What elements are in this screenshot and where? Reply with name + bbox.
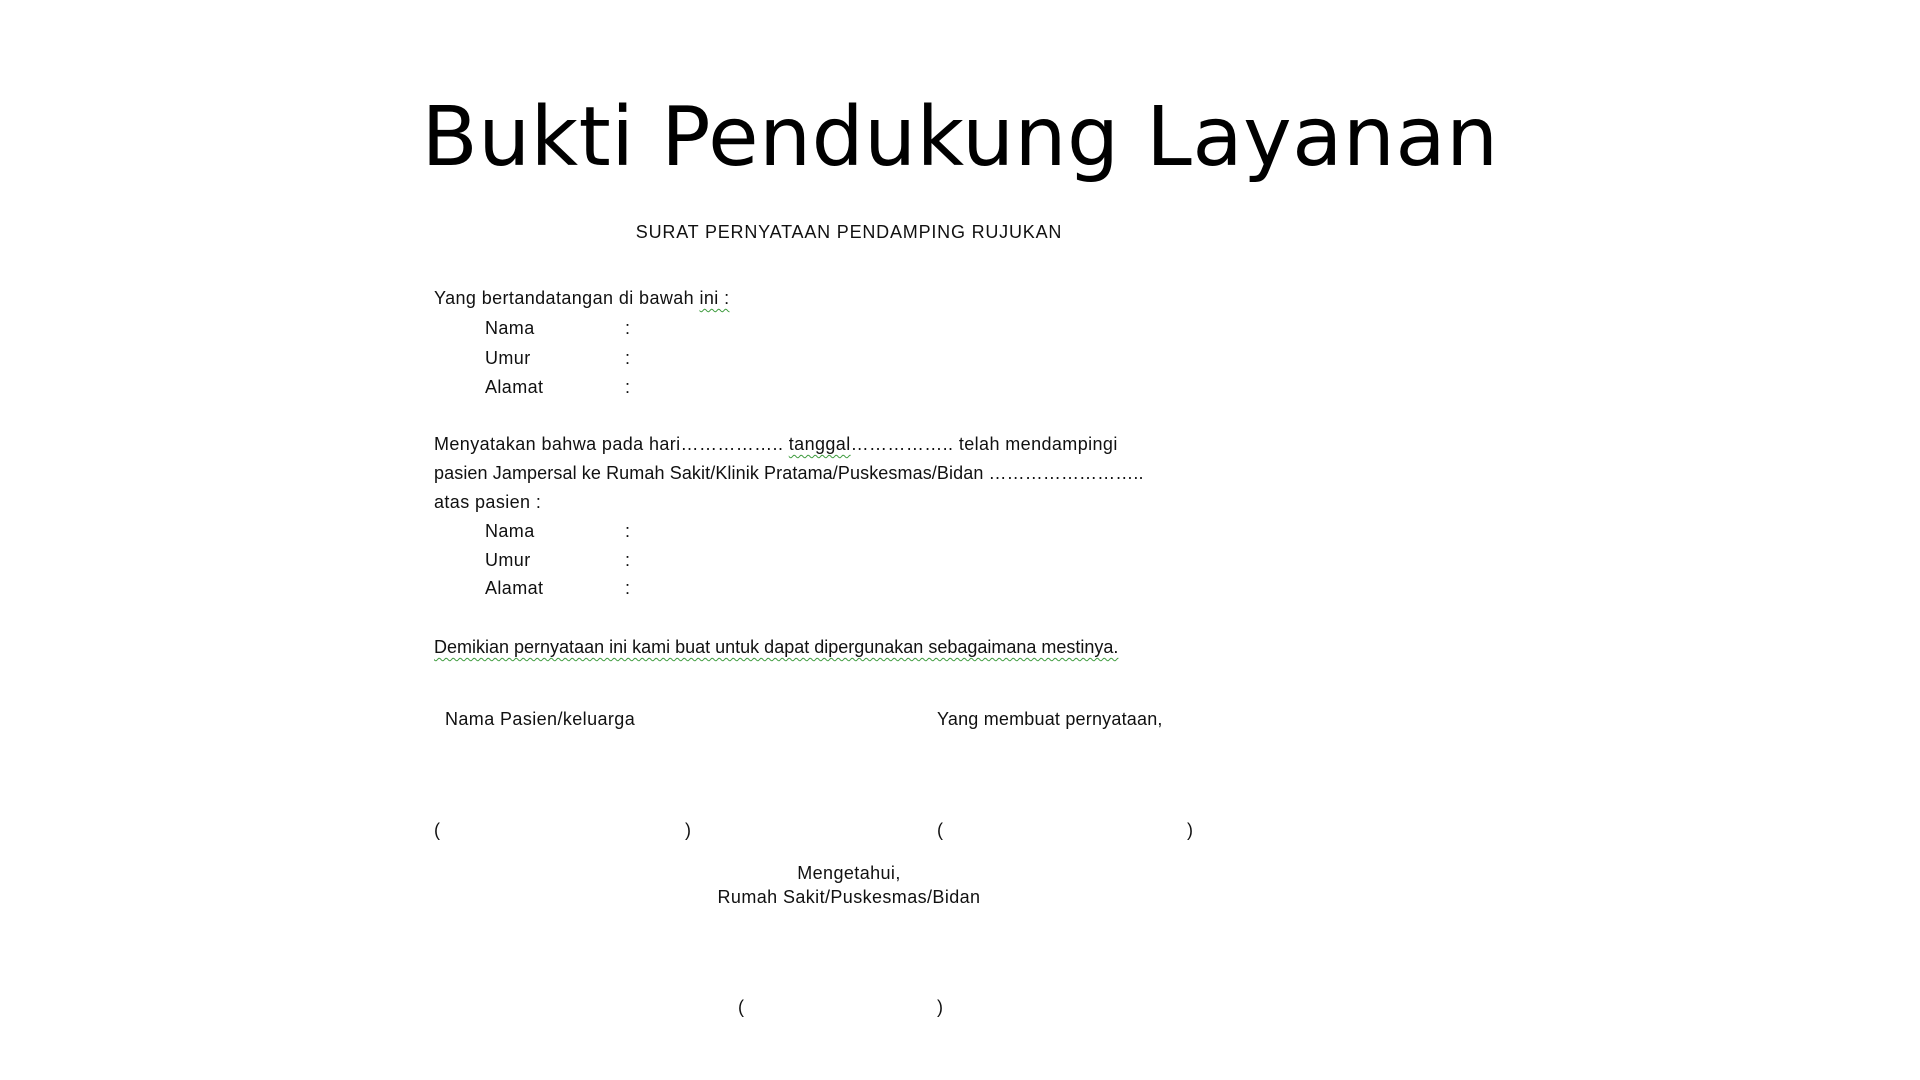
statement-line-1 <box>434 433 1118 455</box>
intro-text <box>434 287 730 309</box>
signature-right-close-paren: ) <box>1187 820 1194 840</box>
patient-name-label: Nama <box>485 521 535 541</box>
companion-name-label: Nama <box>485 318 535 338</box>
statement-line-1-squiggled: tanggal <box>788 434 851 454</box>
patient-age-colon: : <box>625 550 631 570</box>
acknowledgement-open-paren: ( <box>738 997 745 1017</box>
companion-age-label: Umur <box>485 348 531 368</box>
companion-address-colon: : <box>625 377 631 397</box>
statement-line-1-part-2: …………….. telah mendampingi <box>850 434 1118 454</box>
acknowledgement-line-2: Rumah Sakit/Puskesmas/Bidan <box>717 887 981 907</box>
acknowledgement-close-paren: ) <box>937 997 944 1017</box>
companion-address-label: Alamat <box>485 377 544 397</box>
patient-name-colon: : <box>625 521 631 541</box>
signature-left-close-paren: ) <box>685 820 692 840</box>
patient-age-label: Umur <box>485 550 531 570</box>
statement-line-3: atas pasien : <box>434 492 542 512</box>
slide-title: Bukti Pendukung Layanan <box>421 90 1499 185</box>
statement-line-2: pasien Jampersal ke Rumah Sakit/Klinik Pratama/Puskesmas/Bidan …………………….. <box>434 463 1144 483</box>
companion-age-colon: : <box>625 348 631 368</box>
closing-statement: Demikian pernyataan ini kami buat untuk dapat dipergunakan sebagaimana mestinya. <box>434 637 1119 657</box>
signature-right-label: Yang membuat pernyataan, <box>937 709 1163 729</box>
document-heading: SURAT PERNYATAAN PENDAMPING RUJUKAN <box>635 222 1063 242</box>
statement-line-1-part-1: Menyatakan bahwa pada hari…………….. <box>434 434 789 454</box>
intro-squiggled: ini : <box>699 288 730 308</box>
signature-left-open-paren: ( <box>434 820 441 840</box>
companion-name-colon: : <box>625 318 631 338</box>
patient-address-colon: : <box>625 578 631 598</box>
signature-right-open-paren: ( <box>937 820 944 840</box>
acknowledgement-line-1: Mengetahui, <box>797 863 901 883</box>
patient-address-label: Alamat <box>485 578 544 598</box>
signature-left-label: Nama Pasien/keluarga <box>445 709 636 729</box>
intro-prefix: Yang bertandatangan di bawah <box>434 288 700 308</box>
